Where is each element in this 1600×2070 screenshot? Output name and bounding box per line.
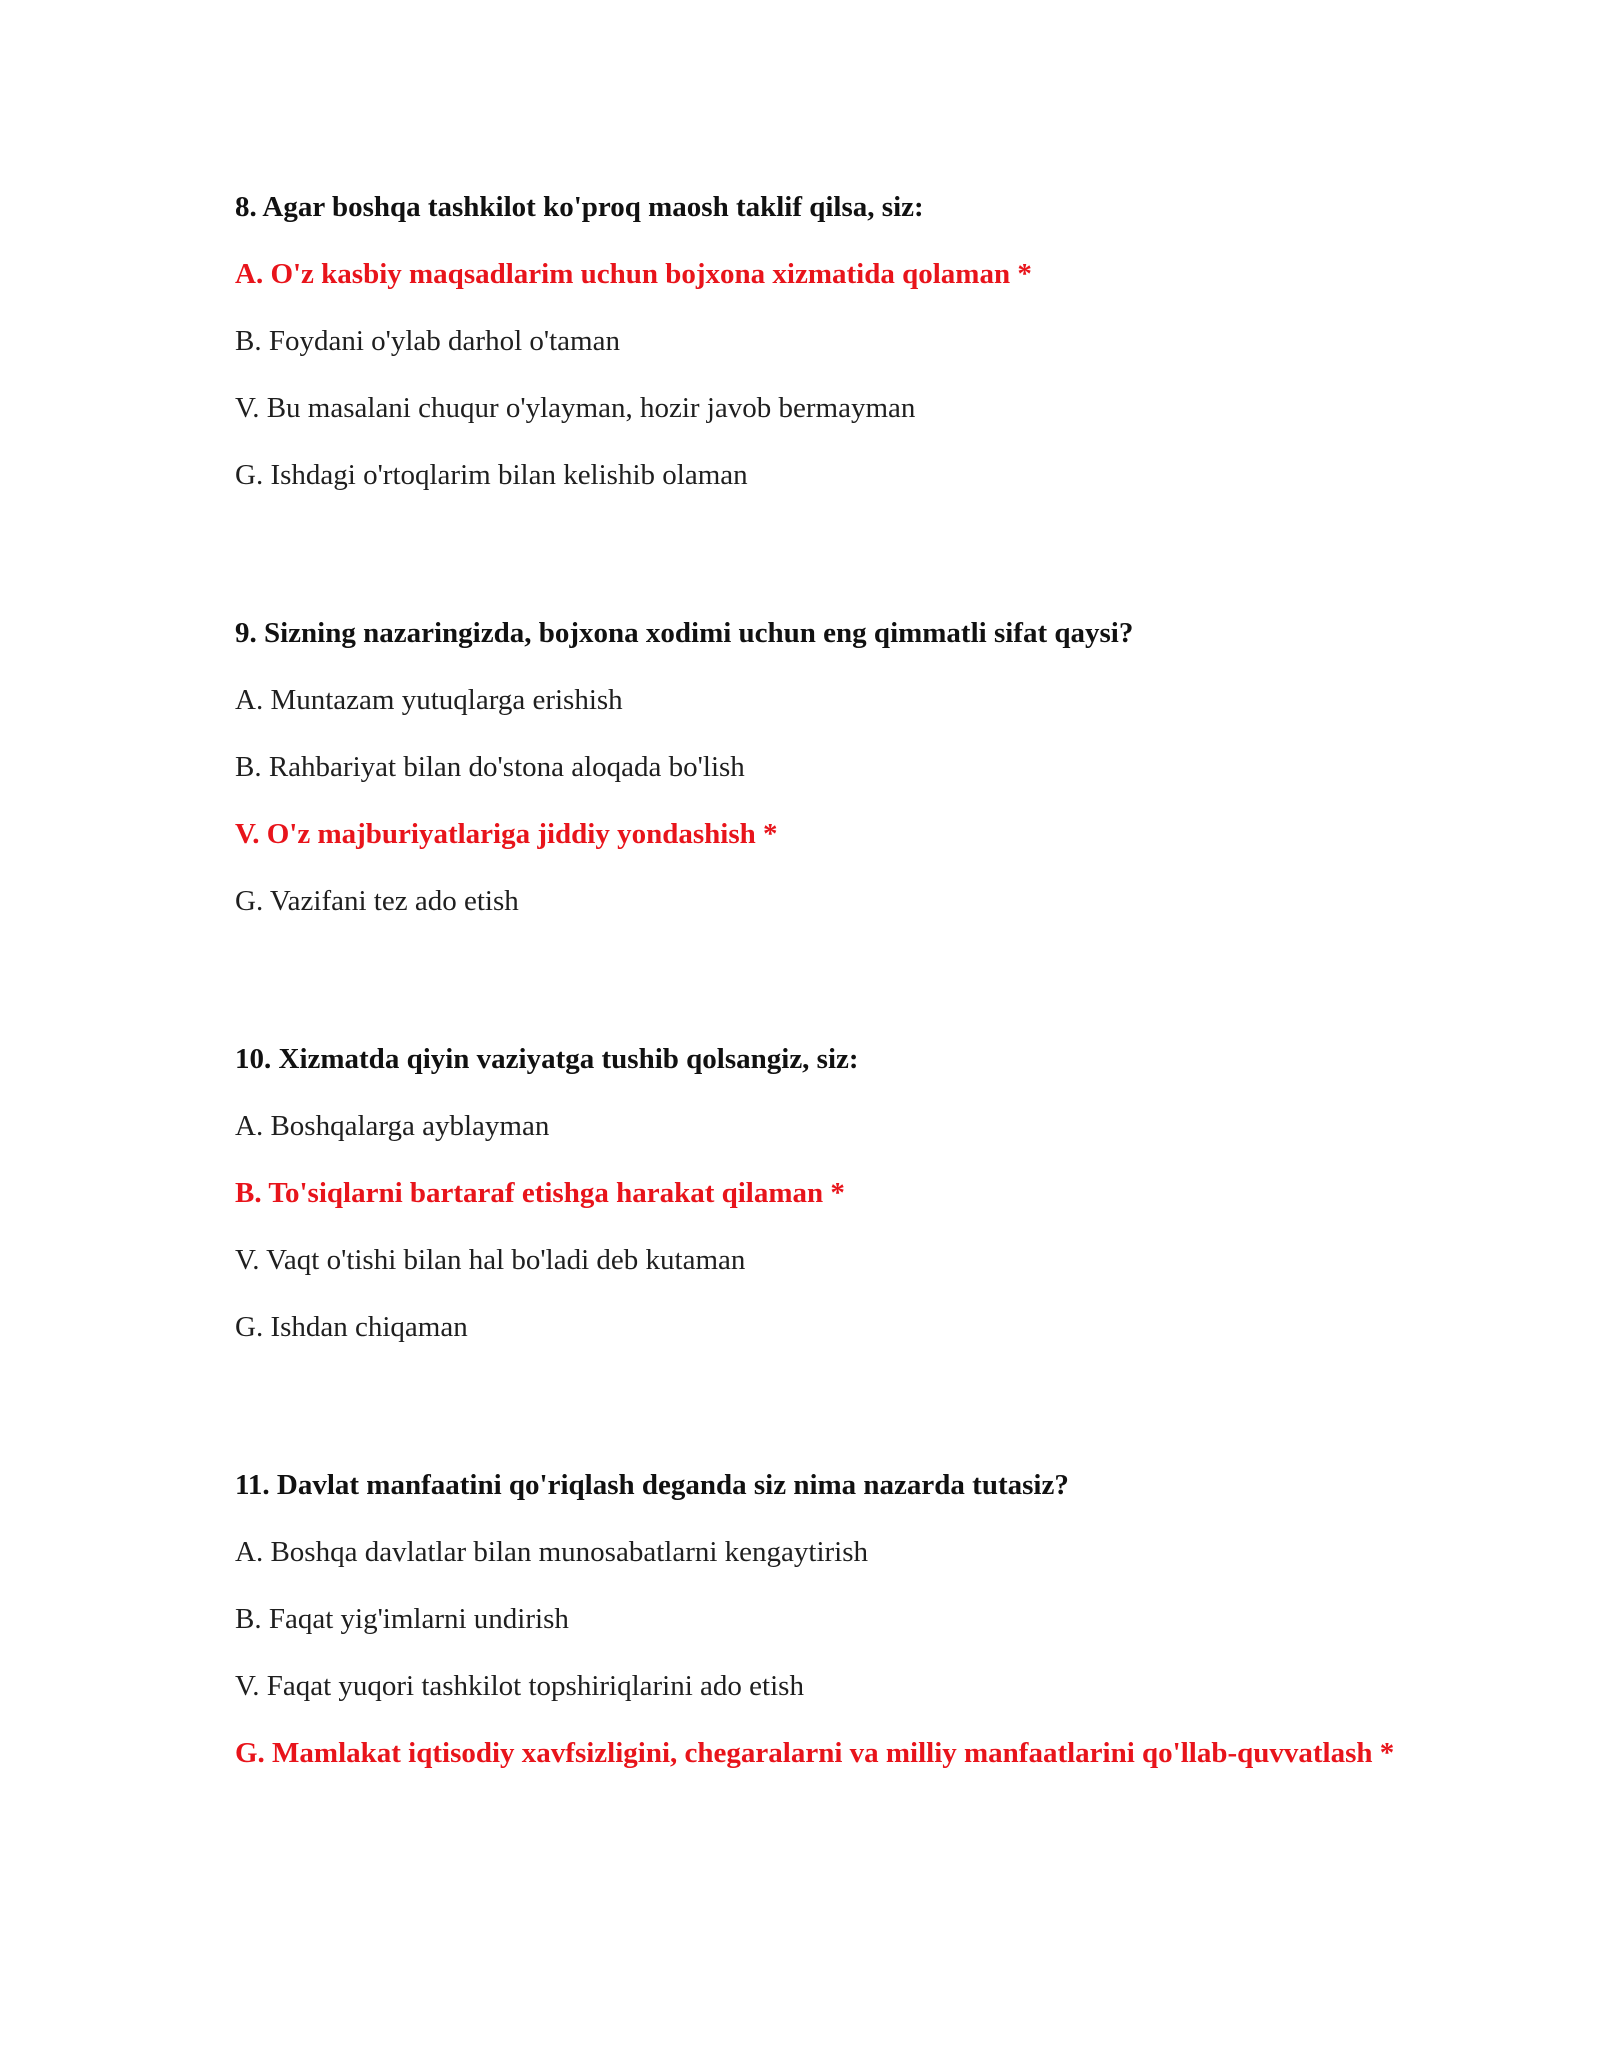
answer-option-correct: B. To'siqlarni bartaraf etishga harakat qilaman * <box>235 1177 845 1209</box>
answer-option: A. Boshqa davlatlar bilan munosabatlarni kengaytirish <box>235 1536 869 1568</box>
answer-option: V. Faqat yuqori tashkilot topshiriqlarini ado etish <box>235 1670 804 1702</box>
question-title: 9. Sizning nazaringizda, bojxona xodimi uchun eng qimmatli sifat qaysi? <box>235 617 1134 649</box>
answer-option-correct: A. O'z kasbiy maqsadlarim uchun bojxona xizmatida qolaman * <box>235 258 1032 290</box>
answer-option: V. Vaqt o'tishi bilan hal bo'ladi deb kutaman <box>235 1244 746 1276</box>
question-title: 8. Agar boshqa tashkilot ko'proq maosh taklif qilsa, siz: <box>235 191 924 223</box>
document-page <box>235 186 1395 1799</box>
answer-option: V. Bu masalani chuqur o'ylayman, hozir javob bermayman <box>235 392 916 424</box>
answer-option: B. Rahbariyat bilan do'stona aloqada bo'lish <box>235 751 745 783</box>
question-title: 10. Xizmatda qiyin vaziyatga tushib qolsangiz, siz: <box>235 1043 859 1075</box>
answer-option-correct: V. O'z majburiyatlariga jiddiy yondashish * <box>235 818 778 850</box>
answer-option: G. Ishdagi o'rtoqlarim bilan kelishib olaman <box>235 459 748 491</box>
answer-option: A. Boshqalarga ayblayman <box>235 1110 550 1142</box>
answer-option: B. Faqat yig'imlarni undirish <box>235 1603 569 1635</box>
question-block-11 <box>235 1464 1395 1774</box>
answer-option: A. Muntazam yutuqlarga erishish <box>235 684 623 716</box>
answer-option: B. Foydani o'ylab darhol o'taman <box>235 325 620 357</box>
answer-option: G. Vazifani tez ado etish <box>235 885 519 917</box>
answer-option-correct: G. Mamlakat iqtisodiy xavfsizligini, chegaralarni va milliy manfaatlarini qo'llab-quvvatlash * <box>235 1737 1395 1769</box>
question-block-9 <box>235 612 1395 922</box>
answer-option: G. Ishdan chiqaman <box>235 1311 468 1343</box>
question-block-8 <box>235 186 1395 496</box>
question-title: 11. Davlat manfaatini qo'riqlash deganda siz nima nazarda tutasiz? <box>235 1469 1069 1501</box>
question-block-10 <box>235 1038 1395 1348</box>
